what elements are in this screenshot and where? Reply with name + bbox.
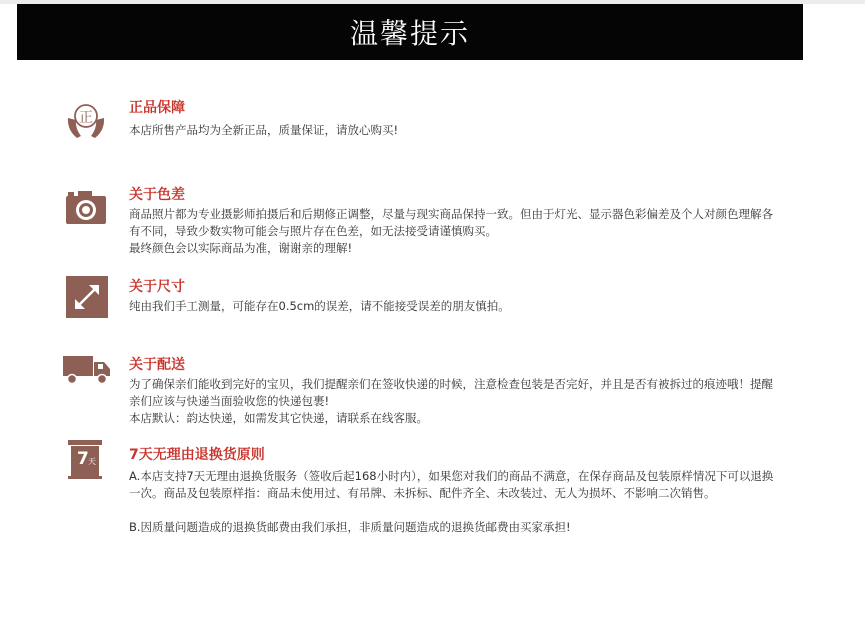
camera-icon xyxy=(64,186,108,230)
section-title: 正品保障 xyxy=(129,100,185,116)
return-days-unit: 天 xyxy=(88,457,96,466)
section-body: 商品照片都为专业摄影师拍摄后和后期修正调整，尽量与现实商品保持一致。但由于灯光、显示器色彩偏差及个人对颜色理解各有不同，导致少数实物可能会与照片存在色差，如无法接受请谨慎购买。 最终颜色会以实际商品为准，谢谢亲的理解! xyxy=(129,207,773,255)
return-days-badge: 7 xyxy=(77,449,89,469)
genuine-hands-icon xyxy=(63,98,109,144)
section-return xyxy=(0,440,865,570)
delivery-truck-icon xyxy=(62,352,112,386)
section-body: 纯由我们手工测量，可能存在0.5cm的误差，请不能接受误差的朋友慎拍。 xyxy=(129,299,510,313)
section-title: 关于色差 xyxy=(129,187,185,203)
page-title: 温馨提示 xyxy=(349,17,470,50)
section-title: 7天无理由退换货原则 xyxy=(129,447,265,463)
resize-arrow-icon xyxy=(66,276,108,318)
section-body: 为了确保亲们能收到完好的宝贝，我们提醒亲们在签收快递的时候，注意检查包装是否完好，并且是否有被拆过的痕迹哦！提醒亲们应该与快递当面验收您的快递包裹! 本店默认：韵达快递，如需发其它快递，请联系在线客服。 xyxy=(129,377,773,425)
section-size xyxy=(0,272,865,322)
svg-text:正: 正 xyxy=(79,110,93,126)
section-title: 关于尺寸 xyxy=(129,279,185,295)
header-bar xyxy=(17,4,803,60)
section-genuine xyxy=(0,90,865,150)
section-body: A.本店支持7天无理由退换货服务（签收后起168小时内），如果您对我们的商品不满意，在保存商品及包装原样情况下可以退换一次。商品及包装原样指：商品未使用过、有吊牌、未拆标、配件齐全、未改装过、无人为损坏、不影响二次销售。 B.因质量问题造成的退换货邮费由我们承担，非质量问题造成的退换货邮费由买家承担! xyxy=(129,469,774,534)
section-delivery xyxy=(0,352,865,432)
seven-day-return-icon xyxy=(68,440,102,480)
section-title: 关于配送 xyxy=(129,357,185,373)
section-color xyxy=(0,182,865,262)
section-body: 本店所售产品均为全新正品，质量保证，请放心购买! xyxy=(129,123,399,137)
